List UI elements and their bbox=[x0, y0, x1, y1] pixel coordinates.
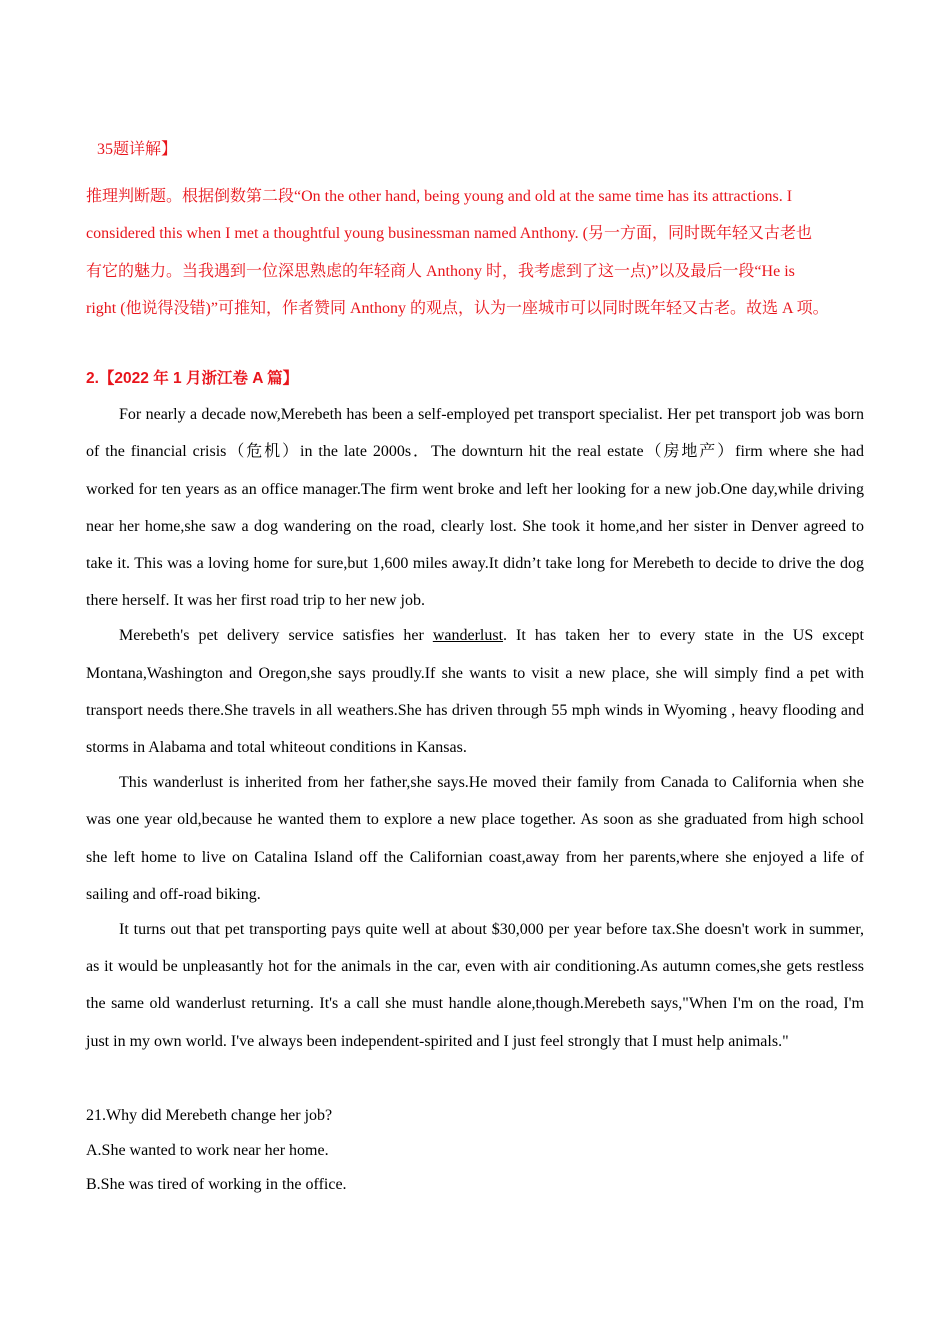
option-b: B.She was tired of working in the office. bbox=[86, 1176, 347, 1193]
question-block bbox=[86, 1099, 864, 1203]
answer-line: 推理判断题。根据倒数第二段“On the other hand, being young and old at the same time has its attractions. I bbox=[86, 188, 793, 205]
reading-passage bbox=[86, 396, 864, 1057]
passage-paragraph-2 bbox=[86, 617, 864, 766]
paragraph-text: Merebeth's pet delivery service satisfies her bbox=[119, 627, 433, 645]
answer-line: considered this when I met a thoughtful young businessman named Anthony. (另一方面，同时既年轻又古老也 bbox=[86, 225, 812, 243]
passage-paragraph-3: This wanderlust is inherited from her father,she says.He moved their family from Canada to California when she was one year old,because he wanted them to explore a new place together. As soon as she graduated from high school she left home to live on Catalina Island off the Californian coast,away from her parents,where she enjoyed a life of sailing and off-road biking. bbox=[86, 773, 864, 903]
paragraph-text: . It has taken her to every state in the US except Montana,Washington and Oregon,she says proudly.If she wants to visit a new place, she will simply find a pet with transport needs there.She travels in all weathers.She has driven through 55 mph winds in Wyoming , heavy flooding and storms in Alabama and total whiteout conditions in Kansas. bbox=[86, 627, 864, 757]
answer-line: right (他说得没错)”可推知，作者赞同 Anthony 的观点，认为一座城市可以同时既年轻又古老。故选 A 项。 bbox=[86, 300, 829, 318]
answer-line: 有它的魅力。当我遇到一位深思熟虑的年轻商人 Anthony 时，我考虑到了这一点)”以及最后一段“He is bbox=[86, 262, 795, 280]
answer-heading: 35题详解】 bbox=[97, 141, 178, 158]
passage-paragraph-1: For nearly a decade now,Merebeth has been a self-employed pet transport specialist. Her pet transport job was born of the financial crisis（危机）in the late 2000s．The downturn hit the real estate（房地产）firm where she had worked for ten years as an office manager.The firm went broke and left her looking for a new job.One day,while driving near her home,she saw a dog wandering on the road, clearly lost. She took it home,and her sister in Denver agreed to take it. This was a loving home for sure,but 1,600 miles away.It didn’t take long for Merebeth to decide to drive the dog there herself. It was her first road trip to her new job. bbox=[86, 406, 864, 610]
passage-paragraph-4: It turns out that pet transporting pays quite well at about $30,000 per year before tax.She doesn't work in summer, as it would be unpleasantly hot for the animals in the car, even with air conditioning.As autumn comes,she gets restless the same old wanderlust returning. It's a call she must handle alone,though.Merebeth says,"When I'm on the road, I'm just in my own world. I've always been independent-spirited and I just feel strongly that I must help animals." bbox=[86, 920, 864, 1050]
question-stem: 21.Why did Merebeth change her job? bbox=[86, 1107, 333, 1124]
underlined-word: wanderlust bbox=[432, 627, 504, 645]
option-a: A.She wanted to work near her home. bbox=[86, 1141, 329, 1159]
answer-explanation bbox=[86, 178, 868, 328]
section-title: 2.【2022 年 1 月浙江卷 A 篇】 bbox=[86, 370, 299, 387]
